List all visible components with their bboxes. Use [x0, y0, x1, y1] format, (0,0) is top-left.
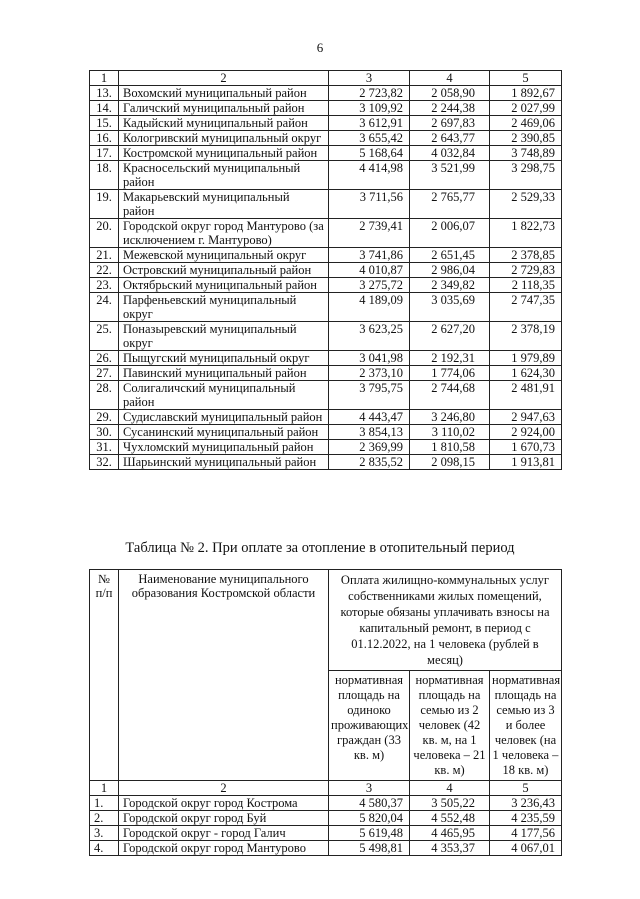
row-number-cell: 30. — [90, 425, 119, 440]
value-cell-col3: 4 580,37 — [329, 796, 410, 811]
value-cell-col4: 2 006,07 — [410, 219, 490, 248]
municipality-cell: Кологривский муниципальный округ — [119, 131, 329, 146]
value-cell-col5: 2 027,99 — [490, 101, 562, 116]
value-cell-col3: 3 612,91 — [329, 116, 410, 131]
value-cell-col3: 3 711,56 — [329, 190, 410, 219]
index-cell: 1 — [90, 781, 119, 796]
municipality-cell: Городской округ город Буй — [119, 811, 329, 826]
table-row — [90, 278, 562, 293]
table-row — [90, 841, 562, 856]
value-cell-col3: 4 189,09 — [329, 293, 410, 322]
value-cell-col5: 2 390,85 — [490, 131, 562, 146]
header-cell: 1 — [90, 71, 119, 86]
table-row — [90, 455, 562, 470]
value-cell-col4: 4 465,95 — [410, 826, 490, 841]
table-row — [90, 322, 562, 351]
value-cell-col3: 3 109,92 — [329, 101, 410, 116]
row-number-cell: 4. — [90, 841, 119, 856]
row-number-cell: 17. — [90, 146, 119, 161]
value-cell-col4: 2 058,90 — [410, 86, 490, 101]
value-cell-col3: 2 739,41 — [329, 219, 410, 248]
page-number: 6 — [316, 40, 324, 55]
value-cell-col4: 3 521,99 — [410, 161, 490, 190]
municipality-cell: Межевской муниципальный округ — [119, 248, 329, 263]
row-number-cell: 21. — [90, 248, 119, 263]
value-cell-col5: 3 236,43 — [490, 796, 562, 811]
value-cell-col3: 3 041,98 — [329, 351, 410, 366]
row-number-cell: 31. — [90, 440, 119, 455]
table-header-row — [90, 71, 562, 86]
value-cell-col4: 3 505,22 — [410, 796, 490, 811]
value-cell-col5: 1 822,73 — [490, 219, 562, 248]
municipality-cell: Кадыйский муниципальный район — [119, 116, 329, 131]
row-number-cell: 25. — [90, 322, 119, 351]
municipality-cell: Судиславский муниципальный район — [119, 410, 329, 425]
header-number: № п/п — [90, 570, 119, 781]
row-number-cell: 20. — [90, 219, 119, 248]
municipality-cell: Городской округ город Мантурово — [119, 841, 329, 856]
row-number-cell: 13. — [90, 86, 119, 101]
table-row — [90, 86, 562, 101]
value-cell-col3: 5 619,48 — [329, 826, 410, 841]
row-number-cell: 14. — [90, 101, 119, 116]
row-number-cell: 2. — [90, 811, 119, 826]
value-cell-col5: 1 892,67 — [490, 86, 562, 101]
rates-table-continued — [89, 70, 562, 470]
municipality-cell: Городской округ - город Галич — [119, 826, 329, 841]
value-cell-col5: 2 747,35 — [490, 293, 562, 322]
value-cell-col5: 2 529,33 — [490, 190, 562, 219]
value-cell-col5: 2 378,19 — [490, 322, 562, 351]
heating-rates-table — [89, 569, 562, 856]
value-cell-col4: 1 810,58 — [410, 440, 490, 455]
municipality-cell: Пыщугский муниципальный округ — [119, 351, 329, 366]
index-cell: 2 — [119, 781, 329, 796]
value-cell-col5: 1 670,73 — [490, 440, 562, 455]
value-cell-col3: 2 373,10 — [329, 366, 410, 381]
municipality-cell: Городской округ город Кострома — [119, 796, 329, 811]
row-number-cell: 26. — [90, 351, 119, 366]
value-cell-col3: 5 498,81 — [329, 841, 410, 856]
value-cell-col3: 3 623,25 — [329, 322, 410, 351]
header-cell: 3 — [329, 71, 410, 86]
value-cell-col5: 3 748,89 — [490, 146, 562, 161]
table-row — [90, 101, 562, 116]
municipality-cell: Парфеньевский муниципальный округ — [119, 293, 329, 322]
value-cell-col5: 1 913,81 — [490, 455, 562, 470]
table-row — [90, 190, 562, 219]
municipality-cell: Чухломский муниципальный район — [119, 440, 329, 455]
municipality-cell: Галичский муниципальный район — [119, 101, 329, 116]
header-cell: 4 — [410, 71, 490, 86]
value-cell-col4: 2 244,38 — [410, 101, 490, 116]
value-cell-col4: 4 032,84 — [410, 146, 490, 161]
value-cell-col5: 2 481,91 — [490, 381, 562, 410]
table-row — [90, 811, 562, 826]
value-cell-col5: 3 298,75 — [490, 161, 562, 190]
value-cell-col3: 3 655,42 — [329, 131, 410, 146]
subheader-family-3: нормативная площадь на семью из 3 и более человек (на 1 человека – 18 кв. м) — [490, 671, 562, 781]
value-cell-col4: 3 246,80 — [410, 410, 490, 425]
table-row — [90, 826, 562, 841]
value-cell-col4: 2 986,04 — [410, 263, 490, 278]
row-number-cell: 15. — [90, 116, 119, 131]
value-cell-col3: 2 369,99 — [329, 440, 410, 455]
municipality-cell: Костромской муниципальный район — [119, 146, 329, 161]
index-cell: 4 — [410, 781, 490, 796]
row-number-cell: 24. — [90, 293, 119, 322]
value-cell-col3: 5 820,04 — [329, 811, 410, 826]
value-cell-col5: 1 979,89 — [490, 351, 562, 366]
table-row — [90, 410, 562, 425]
value-cell-col3: 2 835,52 — [329, 455, 410, 470]
header-cell: 5 — [490, 71, 562, 86]
table-row — [90, 293, 562, 322]
value-cell-col4: 2 627,20 — [410, 322, 490, 351]
index-cell: 5 — [490, 781, 562, 796]
value-cell-col3: 3 275,72 — [329, 278, 410, 293]
index-cell: 3 — [329, 781, 410, 796]
value-cell-col3: 4 443,47 — [329, 410, 410, 425]
table-caption: Таблица № 2. При оплате за отопление в отопительный период — [125, 540, 515, 556]
value-cell-col5: 2 469,06 — [490, 116, 562, 131]
table-row — [90, 366, 562, 381]
value-cell-col3: 3 741,86 — [329, 248, 410, 263]
value-cell-col3: 3 854,13 — [329, 425, 410, 440]
table-row — [90, 161, 562, 190]
value-cell-col4: 3 110,02 — [410, 425, 490, 440]
municipality-cell: Павинский муниципальный район — [119, 366, 329, 381]
municipality-cell: Солигаличский муниципальный район — [119, 381, 329, 410]
value-cell-col5: 2 118,35 — [490, 278, 562, 293]
municipality-cell: Шарьинский муниципальный район — [119, 455, 329, 470]
value-cell-col4: 2 765,77 — [410, 190, 490, 219]
municipality-cell: Октябрьский муниципальный район — [119, 278, 329, 293]
header-cell: 2 — [119, 71, 329, 86]
row-number-cell: 32. — [90, 455, 119, 470]
row-number-cell: 3. — [90, 826, 119, 841]
table-row — [90, 351, 562, 366]
subheader-family-2: нормативная площадь на семью из 2 человек (42 кв. м, на 1 человека – 21 кв. м) — [410, 671, 490, 781]
value-cell-col5: 4 235,59 — [490, 811, 562, 826]
subheader-single: нормативная площадь на одиноко проживающих граждан (33 кв. м) — [329, 671, 410, 781]
value-cell-col4: 2 349,82 — [410, 278, 490, 293]
value-cell-col4: 2 744,68 — [410, 381, 490, 410]
row-number-cell: 23. — [90, 278, 119, 293]
value-cell-col4: 3 035,69 — [410, 293, 490, 322]
value-cell-col4: 2 643,77 — [410, 131, 490, 146]
value-cell-col4: 4 552,48 — [410, 811, 490, 826]
municipality-cell: Островский муниципальный район — [119, 263, 329, 278]
value-cell-col3: 5 168,64 — [329, 146, 410, 161]
value-cell-col5: 4 067,01 — [490, 841, 562, 856]
value-cell-col5: 2 947,63 — [490, 410, 562, 425]
header-payment-group: Оплата жилищно-коммунальных услуг собственниками жилых помещений, которые обязаны уплачивать взносы на капитальный ремонт, в период с 01.12.2022, на 1 человека (рублей в месяц) — [329, 570, 562, 671]
row-number-cell: 28. — [90, 381, 119, 410]
value-cell-col5: 1 624,30 — [490, 366, 562, 381]
header-municipality: Наименование муниципального образования Костромской области — [119, 570, 329, 781]
value-cell-col3: 3 795,75 — [329, 381, 410, 410]
municipality-cell: Вохомский муниципальный район — [119, 86, 329, 101]
index-row — [90, 781, 562, 796]
table-row — [90, 116, 562, 131]
table-row — [90, 381, 562, 410]
table-row — [90, 248, 562, 263]
value-cell-col3: 4 010,87 — [329, 263, 410, 278]
table-row — [90, 440, 562, 455]
row-number-cell: 27. — [90, 366, 119, 381]
value-cell-col4: 4 353,37 — [410, 841, 490, 856]
value-cell-col5: 4 177,56 — [490, 826, 562, 841]
municipality-cell: Поназыревский муниципальный округ — [119, 322, 329, 351]
value-cell-col4: 2 697,83 — [410, 116, 490, 131]
value-cell-col4: 2 098,15 — [410, 455, 490, 470]
value-cell-col5: 2 378,85 — [490, 248, 562, 263]
row-number-cell: 29. — [90, 410, 119, 425]
table-row — [90, 131, 562, 146]
table-row — [90, 263, 562, 278]
value-cell-col5: 2 729,83 — [490, 263, 562, 278]
row-number-cell: 18. — [90, 161, 119, 190]
municipality-cell: Красносельский муниципальный район — [119, 161, 329, 190]
table-header-row — [90, 570, 562, 671]
value-cell-col3: 2 723,82 — [329, 86, 410, 101]
row-number-cell: 16. — [90, 131, 119, 146]
row-number-cell: 19. — [90, 190, 119, 219]
row-number-cell: 22. — [90, 263, 119, 278]
municipality-cell: Городской округ город Мантурово (за исключением г. Мантурово) — [119, 219, 329, 248]
value-cell-col5: 2 924,00 — [490, 425, 562, 440]
table-row — [90, 219, 562, 248]
table-row — [90, 796, 562, 811]
value-cell-col4: 2 651,45 — [410, 248, 490, 263]
municipality-cell: Макарьевский муниципальный район — [119, 190, 329, 219]
table-row — [90, 146, 562, 161]
municipality-cell: Сусанинский муниципальный район — [119, 425, 329, 440]
table-row — [90, 425, 562, 440]
value-cell-col4: 1 774,06 — [410, 366, 490, 381]
value-cell-col4: 2 192,31 — [410, 351, 490, 366]
row-number-cell: 1. — [90, 796, 119, 811]
value-cell-col3: 4 414,98 — [329, 161, 410, 190]
